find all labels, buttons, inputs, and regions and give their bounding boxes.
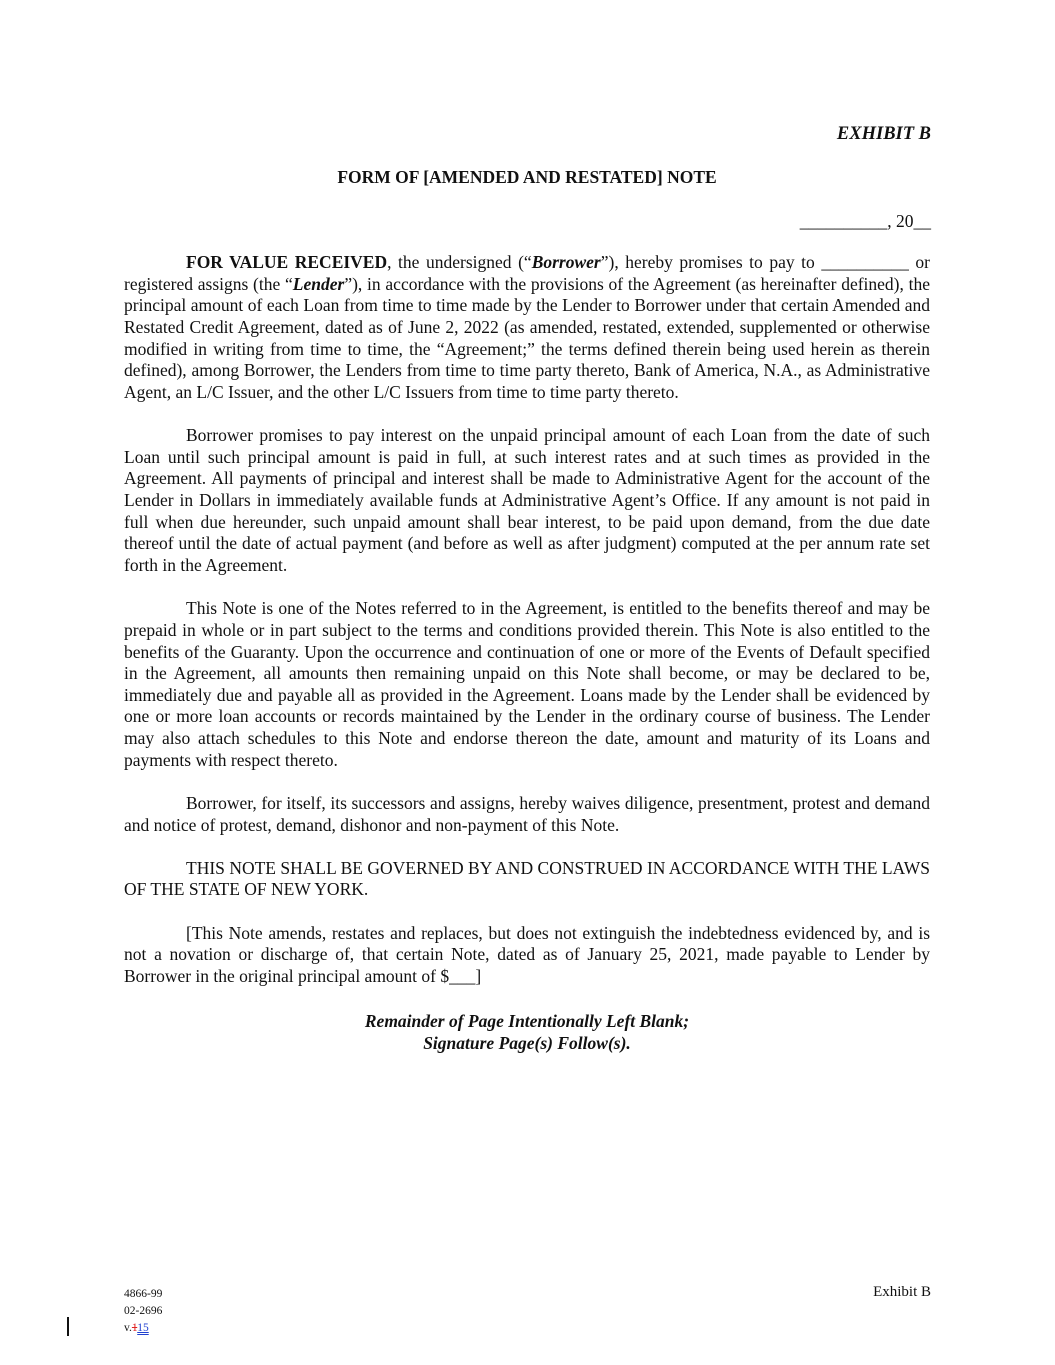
document-body [124, 252, 930, 1054]
footer-doc-id [124, 1286, 162, 1337]
doc-number-line-1: 4866-99 [124, 1288, 163, 1300]
revision-change-bar [67, 1317, 69, 1336]
closing-line-2: Signature Page(s) Follow(s). [423, 1032, 631, 1053]
paragraph-amends-restates: [This Note amends, restates and replaces, but does not extinguish the indebtedness evidenced by, and is not a novation or discharge of, that certain Note, dated as of January 25, 2021, made payable to Lender by Borrower in the original principal amount of $___] [124, 922, 930, 986]
paragraph-text: ”), hereby promises to pay to __________ or registered assigns (the “ [124, 252, 930, 294]
version-deleted-revision: 1 [131, 1322, 138, 1334]
paragraph-governing-law: THIS NOTE SHALL BE GOVERNED BY AND CONSTRUED IN ACCORDANCE WITH THE LAWS OF THE STATE OF NEW YORK. [124, 857, 930, 900]
doc-number-line-2: 02-2696 [124, 1305, 163, 1317]
closing-line-1: Remainder of Page Intentionally Left Blank; [364, 1011, 690, 1032]
paragraph-text: ”), in accordance with the provisions of the Agreement (as hereinafter defined), the principal amount of each Loan from time to time made by the Lender to Borrower under that certain Amended and Restated Credit Agreement, dated as of June 2, 2022 (as amended, restated, extended, supplemented or otherwise modified in writing from time to time, the “Agreement;” the terms defined therein being used herein as therein defined), among Borrower, the Lenders from time to time party thereto, Bank of America, N.A., as Administrative Agent, an L/C Issuer, and the other L/C Issuers from time to time party thereto. [124, 273, 931, 402]
paragraph-note-benefits: This Note is one of the Notes referred to in the Agreement, is entitled to the benefits thereof and may be prepaid in whole or in part subject to the terms and conditions provided therein. This Note is also entitled to the benefits of the Guaranty. Upon the occurrence and continuation of one or more of the Events of Default specified in the Agreement, all amounts then remaining unpaid on this Note shall become, or may be declared to be, immediately due and payable all as provided in the Agreement. Loans made by the Lender shall be evidenced by one or more loan accounts or records maintained by the Lender in the ordinary course of business. The Lender may also attach schedules to this Note and endorse thereon the date, amount and maturity of its Loans and payments with respect thereto. [124, 598, 930, 770]
footer-page-label: Exhibit B [873, 1284, 931, 1300]
date-line: __________, 20__ [799, 211, 931, 231]
version-inserted-revision: 15 [137, 1322, 149, 1334]
exhibit-label: EXHIBIT B [836, 124, 931, 144]
defined-term-borrower: Borrower [531, 252, 601, 272]
paragraph-waiver: Borrower, for itself, its successors and assigns, hereby waives diligence, presentment, protest and demand and notice of protest, demand, dishonor and non-payment of this Note. [124, 792, 930, 835]
document-title: FORM OF [AMENDED AND RESTATED] NOTE [337, 167, 717, 187]
defined-term-lender: Lender [292, 273, 345, 294]
paragraph-for-value-received [124, 252, 930, 404]
version-line [124, 1320, 162, 1337]
paragraph-text: , the undersigned (“ [387, 252, 532, 272]
paragraph-interest: Borrower promises to pay interest on the unpaid principal amount of each Loan from the date of such Loan until such principal amount is paid in full, at such interest rates and at such times as provided in the Agreement. All payments of principal and interest shall be made to Administrative Agent for the account of the Lender in Dollars in immediately available funds at Administrative Agent’s Office. If any amount is not paid in full when due hereunder, such unpaid amount shall bear interest, to be paid upon demand, from the due date thereof until the date of actual payment (and before as well as after judgment) computed at the per annum rate set forth in the Agreement. [124, 425, 930, 576]
lead-phrase: FOR VALUE RECEIVED [186, 252, 388, 272]
version-prefix: v. [124, 1322, 132, 1334]
